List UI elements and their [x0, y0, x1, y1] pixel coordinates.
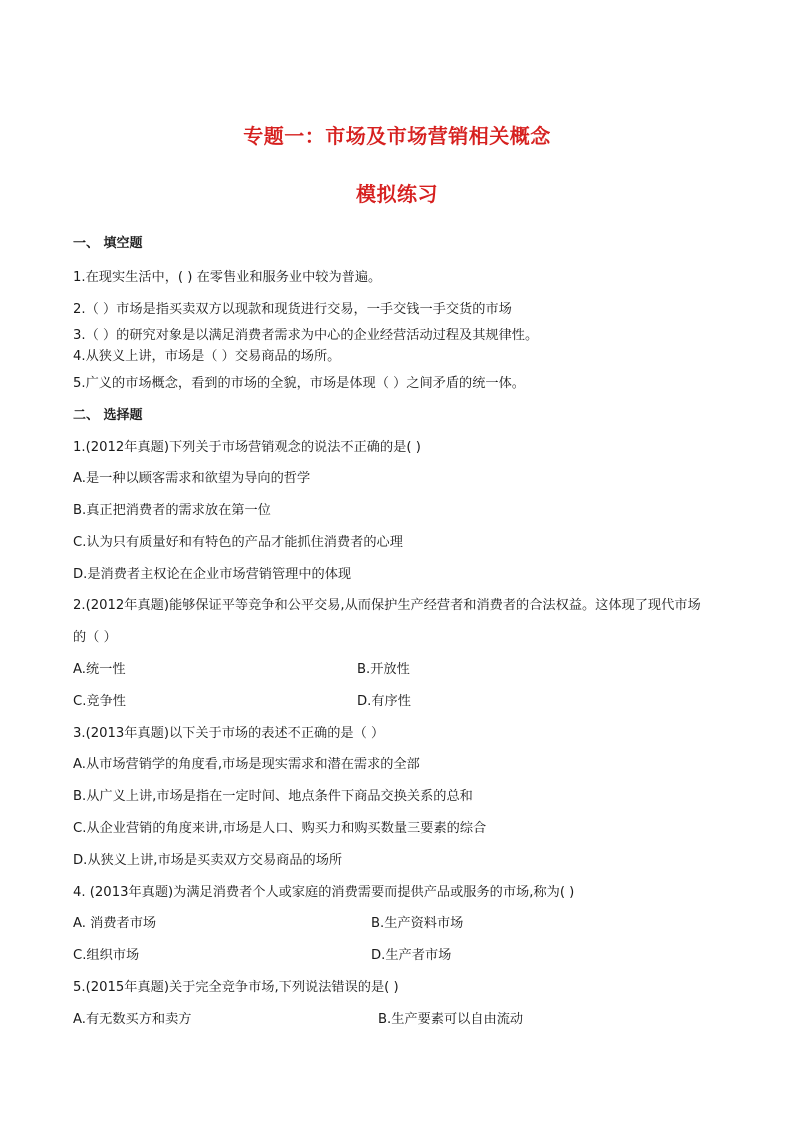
choice-q5-option-a: A.有无数买方和卖方 — [73, 1012, 192, 1027]
section-heading-choice: 二、 选择题 — [73, 408, 143, 423]
choice-q2-option-d: D.有序性 — [357, 694, 411, 709]
choice-q1-option-c: C.认为只有质量好和有特色的产品才能抓住消费者的心理 — [73, 535, 403, 550]
choice-q2-option-b: B.开放性 — [357, 662, 410, 677]
fill-question-1: 1.在现实生活中，( ) 在零售业和服务业中较为普遍。 — [73, 270, 382, 285]
choice-q3-stem: 3.(2013年真题)以下关于市场的表述不正确的是（ ） — [73, 726, 385, 741]
fill-question-2: 2.（ ）市场是指买卖双方以现款和现货进行交易，一手交钱一手交货的市场 — [73, 302, 512, 317]
choice-q1-option-d: D.是消费者主权论在企业市场营销管理中的体现 — [73, 567, 352, 582]
choice-q1-option-a: A.是一种以顾客需求和欲望为导向的哲学 — [73, 471, 311, 486]
section-heading-fill-in: 一、 填空题 — [73, 236, 143, 251]
choice-q1-stem: 1.(2012年真题)下列关于市场营销观念的说法不正确的是( ) — [73, 440, 421, 455]
fill-question-3: 3.（ ）的研究对象是以满足消费者需求为中心的企业经营活动过程及其规律性。 — [73, 328, 539, 343]
fill-question-4: 4.从狭义上讲，市场是（ ）交易商品的场所。 — [73, 349, 341, 364]
choice-q2-stem-line2: 的（ ） — [73, 630, 117, 645]
choice-q4-option-b: B.生产资料市场 — [371, 916, 464, 931]
fill-question-5: 5.广义的市场概念，看到的市场的全貌，市场是体现（ ）之间矛盾的统一体。 — [73, 376, 525, 391]
choice-q4-option-a: A. 消费者市场 — [73, 916, 157, 931]
choice-q4-option-d: D.生产者市场 — [371, 948, 452, 963]
choice-q5-stem: 5.(2015年真题)关于完全竞争市场,下列说法错误的是( ) — [73, 980, 399, 995]
choice-q3-option-d: D.从狭义上讲,市场是买卖双方交易商品的场所 — [73, 853, 343, 868]
choice-q4-option-c: C.组织市场 — [73, 948, 140, 963]
choice-q2-option-a: A.统一性 — [73, 662, 126, 677]
choice-q2-stem-line1: 2.(2012年真题)能够保证平等竞争和公平交易,从而保护生产经营者和消费者的合法权益。这体现了现代市场 — [73, 598, 701, 613]
choice-q1-option-b: B.真正把消费者的需求放在第一位 — [73, 503, 271, 518]
choice-q2-option-c: C.竞争性 — [73, 694, 126, 709]
choice-q5-option-b: B.生产要素可以自由流动 — [378, 1012, 524, 1027]
page-subtitle: 模拟练习 — [356, 182, 438, 206]
page-title: 专题一：市场及市场营销相关概念 — [243, 124, 551, 148]
choice-q3-option-c: C.从企业营销的角度来讲,市场是人口、购买力和购买数量三要素的综合 — [73, 821, 487, 836]
choice-q3-option-a: A.从市场营销学的角度看,市场是现实需求和潜在需求的全部 — [73, 757, 420, 772]
choice-q4-stem: 4. (2013年真题)为满足消费者个人或家庭的消费需要而提供产品或服务的市场,称为( ) — [73, 885, 575, 900]
choice-q3-option-b: B.从广义上讲,市场是指在一定时间、地点条件下商品交换关系的总和 — [73, 789, 473, 804]
